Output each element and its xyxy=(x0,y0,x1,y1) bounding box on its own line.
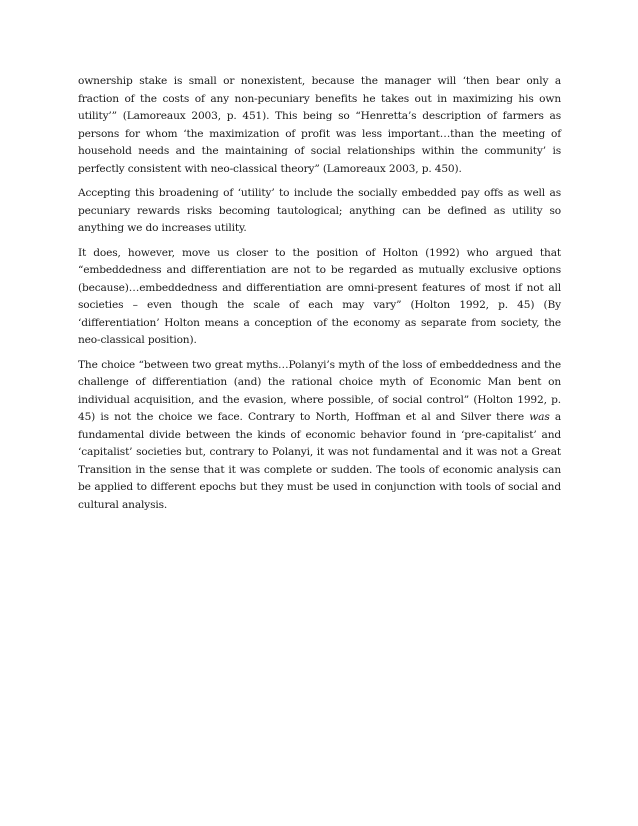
paragraph-3-text: It does, however, move us closer to the position of Holton (1992) who argued that “embeddedness and differentiation are not to be regarded as mutually exclusive options (because)…embeddedness and differentiation are omni-present features of most if not all societies – even though the scale of each may vary” (Holton 1992, p. 45) (By ‘differentiation’ Holton means a conception of the economy as separate from society, the neo-classical position). xyxy=(78,246,561,346)
paragraph-3 xyxy=(78,245,561,350)
paragraph-4-text-before: The choice “between two great myths…Polanyi’s myth of the loss of embeddedness and the challenge of differentiation (and) the rational choice myth of Economic Man bent on individual acquisition, and the evasion, where possible, of social control” (Holton 1992, p. 45) is not the choice we face. Contrary to North, Hoffman et al and Silver there xyxy=(78,358,561,423)
paragraph-4-emphasis: was xyxy=(529,411,550,423)
document-page xyxy=(78,73,561,521)
paragraph-4-text-after: a fundamental divide between the kinds of economic behavior found in ‘pre-capitalist’ and ‘capitalist’ societies but, contrary to Polanyi, it was not fundamental and it was not a Great Transition in the sense that it was complete or sudden. The tools of economic analysis can be applied to different epochs but they must be used in conjunction with tools of social and cultural analysis. xyxy=(78,411,561,511)
paragraph-1-text: ownership stake is small or nonexistent, because the manager will ‘then bear only a fraction of the costs of any non-pecuniary benefits he takes out in maximizing his own utility’” (Lamoreaux 2003, p. 451). This being so “Henretta’s description of farmers as persons for whom ‘the maximization of profit was less important…than the meeting of household needs and the maintaining of social relationships within the community’ is perfectly consistent with neo-classical theory” (Lamoreaux 2003, p. 450). xyxy=(78,75,561,175)
paragraph-2-text: Accepting this broadening of ‘utility’ to include the socially embedded pay offs as well as pecuniary rewards risks becoming tautological; anything can be defined as utility so anything we do increases utility. xyxy=(78,187,561,234)
paragraph-2 xyxy=(78,185,561,238)
paragraph-1 xyxy=(78,73,561,178)
paragraph-4 xyxy=(78,357,561,515)
